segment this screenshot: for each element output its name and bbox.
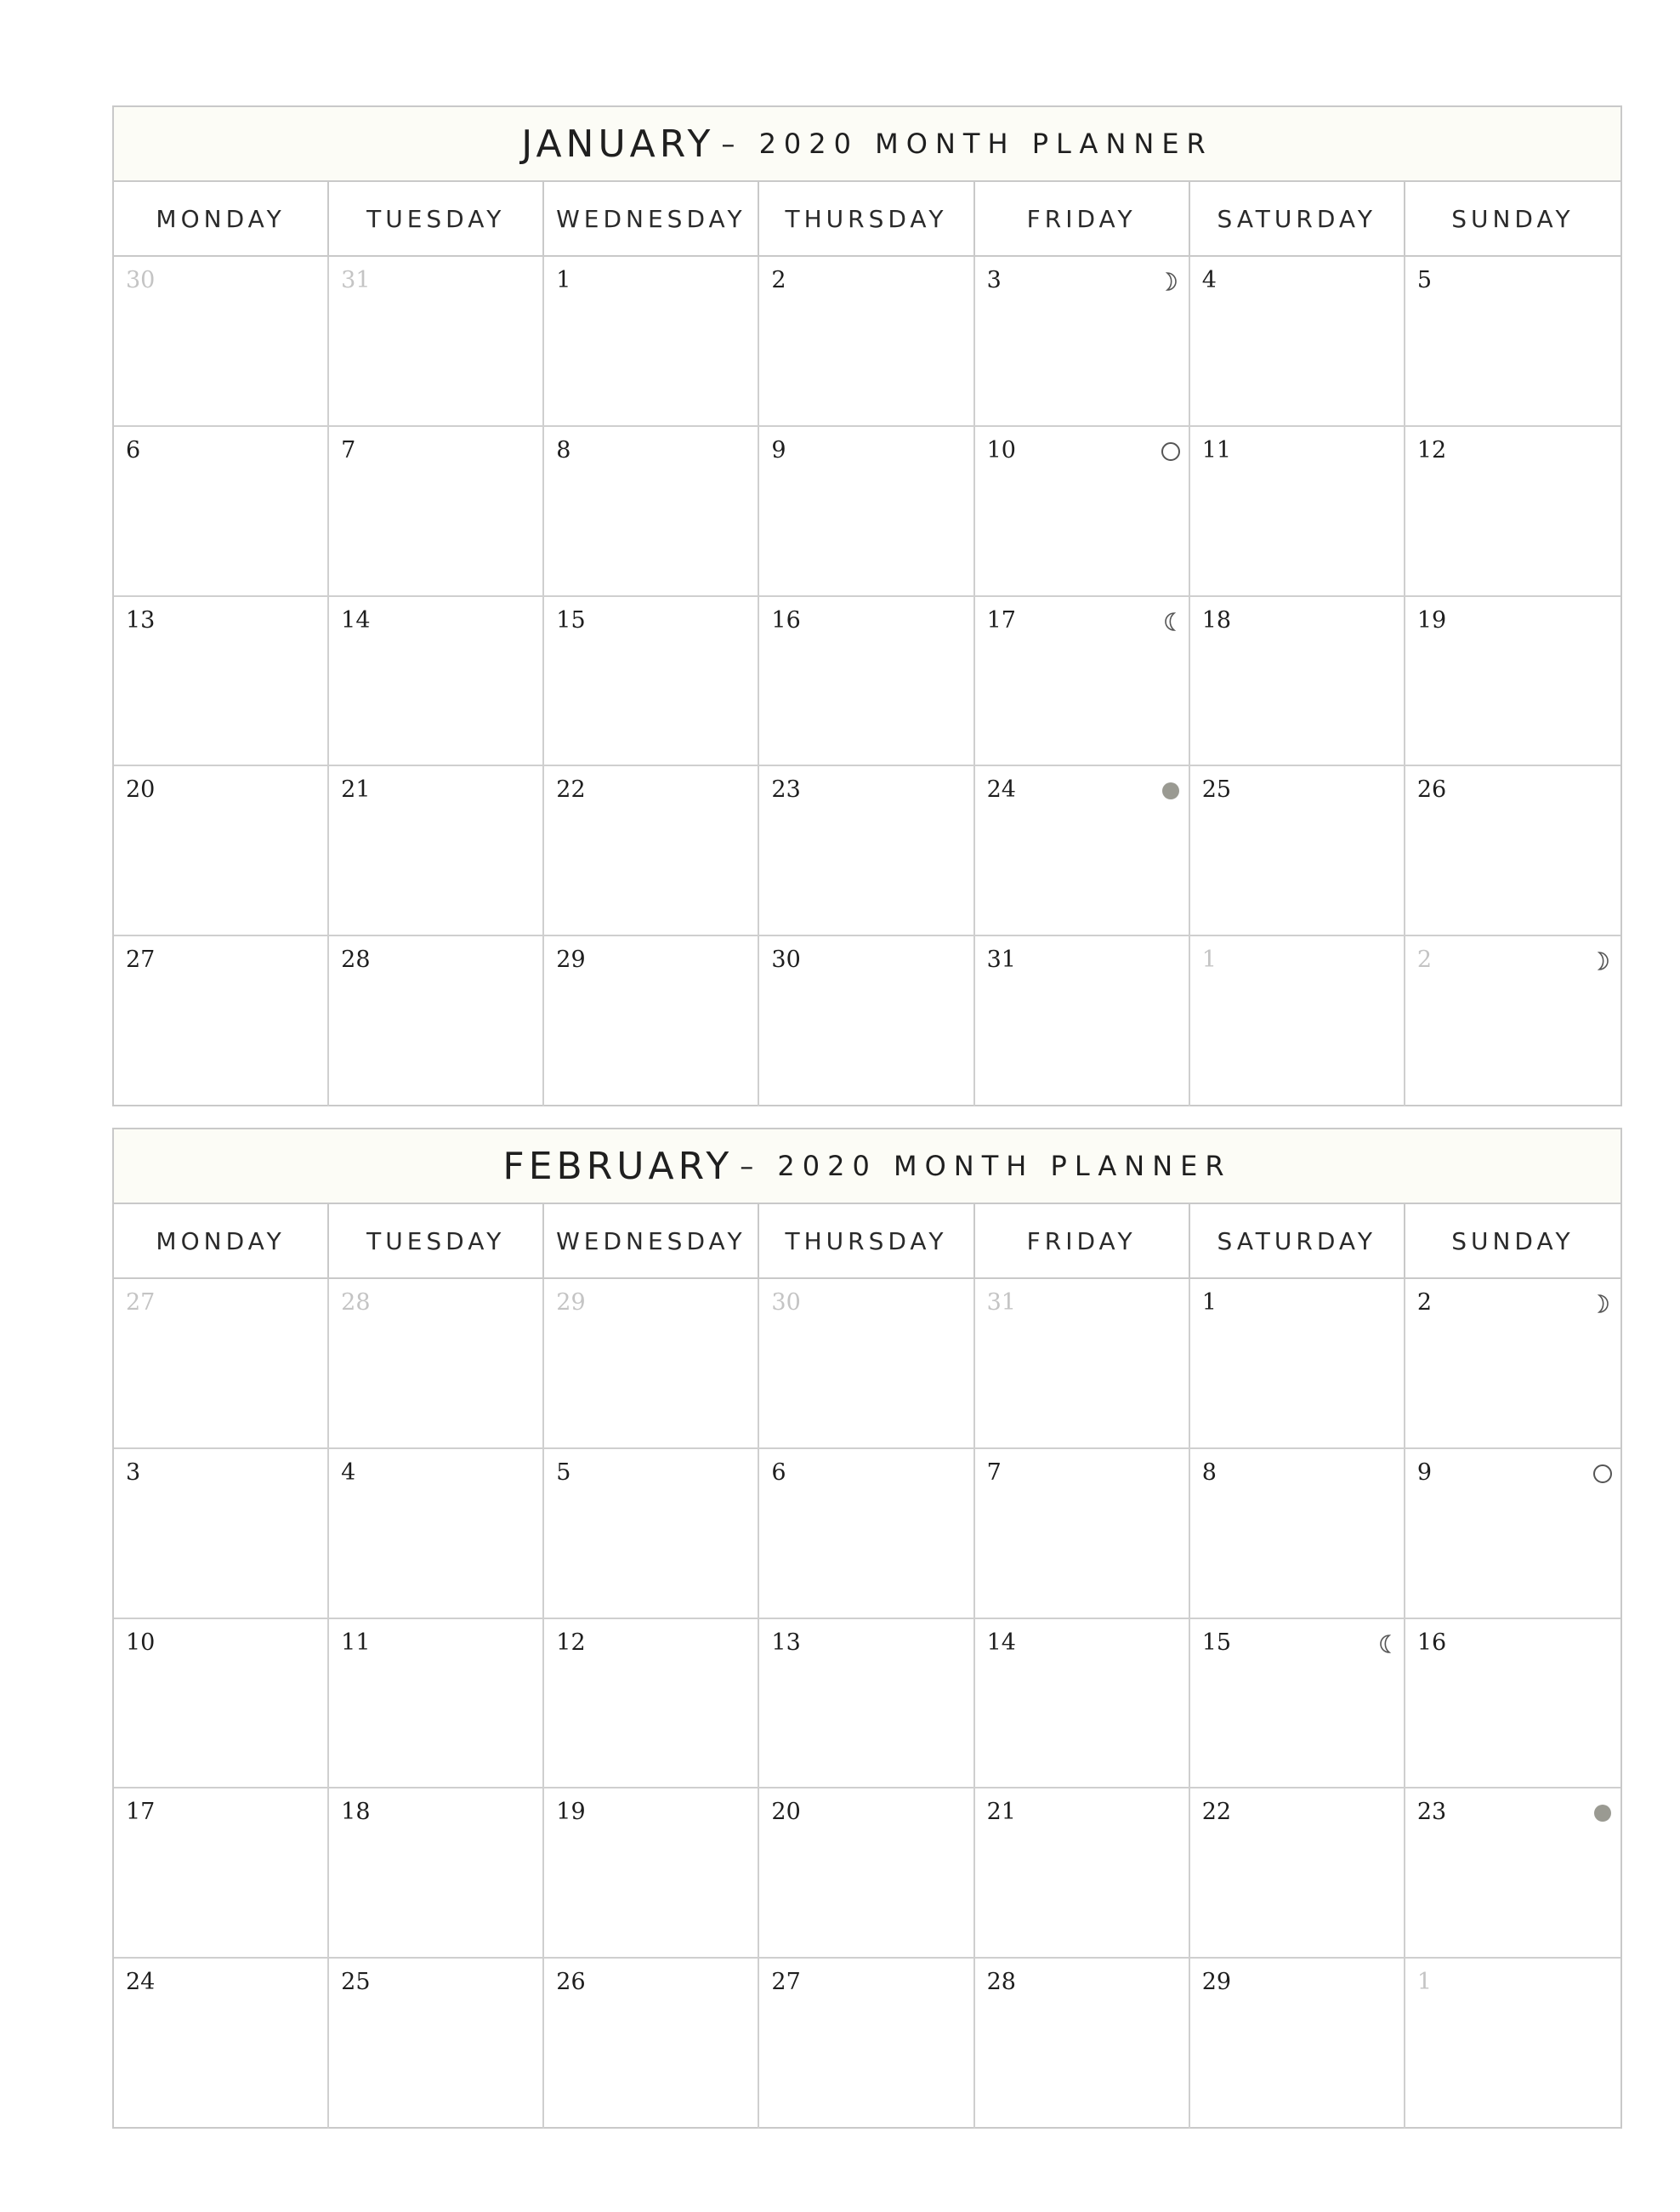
month-title (114, 107, 1620, 182)
day-cell[interactable] (329, 597, 544, 767)
new-moon-icon (1160, 780, 1182, 802)
day-number: 23 (1416, 1799, 1447, 1826)
day-number: 28 (341, 1289, 371, 1316)
day-cell[interactable] (1190, 257, 1405, 427)
day-cell[interactable] (329, 936, 544, 1106)
day-cell[interactable] (759, 766, 974, 936)
day-number: 7 (341, 436, 356, 463)
day-cell[interactable] (759, 427, 974, 597)
first-quarter-moon-icon (1160, 270, 1182, 293)
day-cell[interactable] (759, 1619, 974, 1789)
last-quarter-moon-icon (1160, 611, 1182, 633)
day-cell[interactable] (1190, 1788, 1405, 1959)
day-number: 28 (341, 947, 371, 974)
day-number: 18 (341, 1799, 371, 1826)
day-cell[interactable] (114, 1959, 329, 2129)
month-name: JANUARY (521, 122, 715, 166)
first-quarter-moon-icon (1592, 1293, 1614, 1315)
weekday-sunday: SUNDAY (1451, 1226, 1575, 1255)
day-cell[interactable] (759, 1449, 974, 1619)
weekday-friday: FRIDAY (975, 182, 1190, 255)
day-number: 30 (126, 267, 156, 293)
day-cell[interactable] (759, 597, 974, 767)
day-number: 19 (1416, 606, 1447, 634)
day-number: 7 (986, 1459, 1002, 1486)
day-cell[interactable] (1405, 427, 1620, 597)
day-number: 8 (1201, 1459, 1217, 1486)
weekday-header (114, 182, 1620, 257)
day-cell[interactable] (114, 1788, 329, 1959)
day-cell[interactable] (759, 936, 974, 1106)
day-cell[interactable] (544, 766, 759, 936)
day-number: 25 (341, 1969, 371, 1996)
day-number: 24 (986, 776, 1016, 804)
weekday-tuesday: TUESDAY (329, 1204, 544, 1277)
day-cell[interactable] (975, 766, 1190, 936)
day-cell[interactable] (1190, 936, 1405, 1106)
day-cell[interactable] (1405, 1788, 1620, 1959)
day-number: 2 (771, 267, 786, 293)
day-cell[interactable] (1190, 1449, 1405, 1619)
planner-subtitle: – 2020 MONTH PLANNER (721, 128, 1213, 160)
weekday-wednesday: WEDNESDAY (544, 1204, 759, 1277)
day-number: 17 (126, 1799, 156, 1826)
january-calendar (112, 105, 1622, 1106)
day-cell[interactable] (759, 1959, 974, 2129)
weekday-thursday: THURSDAY (759, 1204, 974, 1277)
day-cell[interactable] (114, 766, 329, 936)
day-cell[interactable] (114, 427, 329, 597)
day-number: 11 (1201, 436, 1232, 463)
day-number: 30 (771, 947, 801, 974)
day-number: 10 (986, 436, 1016, 463)
day-number: 19 (556, 1799, 586, 1826)
weekday-sunday: SUNDAY (1451, 204, 1575, 233)
day-cell[interactable] (544, 1959, 759, 2129)
day-number: 20 (126, 776, 156, 804)
day-cell[interactable] (329, 1449, 544, 1619)
day-cell[interactable] (544, 1279, 759, 1449)
day-cell[interactable] (1405, 1279, 1620, 1449)
weekday-thursday: THURSDAY (759, 182, 974, 255)
day-number: 8 (556, 436, 571, 463)
day-number: 23 (771, 776, 801, 804)
weekday-header (114, 1204, 1620, 1279)
day-number: 27 (771, 1969, 801, 1996)
day-cell[interactable] (114, 257, 329, 427)
day-cell[interactable] (1190, 766, 1405, 936)
day-number: 25 (1201, 776, 1232, 804)
day-cell[interactable] (329, 1788, 544, 1959)
day-cell[interactable] (1405, 257, 1620, 427)
day-number: 16 (1416, 1629, 1447, 1656)
weekday-tuesday: TUESDAY (329, 182, 544, 255)
day-number: 12 (556, 1629, 586, 1656)
day-cell[interactable] (544, 1619, 759, 1789)
day-cell[interactable] (759, 1279, 974, 1449)
day-cell[interactable] (975, 1619, 1190, 1789)
day-cell[interactable] (329, 1619, 544, 1789)
day-number: 1 (1416, 1969, 1433, 1996)
day-number: 27 (126, 947, 156, 974)
day-cell[interactable] (759, 1788, 974, 1959)
day-number: 9 (1416, 1459, 1433, 1486)
day-number: 1 (556, 267, 571, 293)
day-cell[interactable] (975, 257, 1190, 427)
day-number: 10 (126, 1629, 156, 1656)
day-cell[interactable] (975, 936, 1190, 1106)
day-cell[interactable] (114, 1449, 329, 1619)
planner-subtitle: – 2020 MONTH PLANNER (740, 1150, 1232, 1182)
month-name: FEBRUARY (502, 1144, 734, 1188)
full-moon-icon (1160, 441, 1182, 463)
day-cell[interactable] (544, 1449, 759, 1619)
day-cell[interactable] (1190, 1619, 1405, 1789)
day-number: 29 (1201, 1969, 1232, 1996)
day-cell[interactable] (329, 1959, 544, 2129)
day-cell[interactable] (544, 427, 759, 597)
day-number: 20 (771, 1799, 801, 1826)
month-title (114, 1129, 1620, 1204)
weekday-saturday: SATURDAY (1190, 1204, 1405, 1277)
day-cell[interactable] (1190, 427, 1405, 597)
day-number: 31 (986, 947, 1016, 974)
day-number: 2 (1416, 947, 1433, 974)
day-cell[interactable] (1190, 597, 1405, 767)
day-number: 4 (1201, 267, 1217, 293)
day-cell[interactable] (1190, 1959, 1405, 2129)
day-cell[interactable] (975, 597, 1190, 767)
february-calendar (112, 1128, 1622, 2129)
first-quarter-moon-icon (1592, 950, 1614, 972)
day-cell[interactable] (1405, 766, 1620, 936)
last-quarter-moon-icon (1375, 1633, 1397, 1655)
day-cell[interactable] (1405, 1449, 1620, 1619)
day-number: 16 (771, 606, 801, 634)
day-cell[interactable] (975, 1279, 1190, 1449)
day-number: 9 (771, 436, 786, 463)
day-number: 6 (771, 1459, 786, 1486)
day-cell[interactable] (975, 1959, 1190, 2129)
day-number: 6 (126, 436, 141, 463)
day-cell[interactable] (544, 597, 759, 767)
new-moon-icon (1592, 1802, 1614, 1824)
day-number: 29 (556, 1289, 586, 1316)
day-cell[interactable] (975, 1449, 1190, 1619)
day-number: 24 (126, 1969, 156, 1996)
day-number: 29 (556, 947, 586, 974)
weekday-friday: FRIDAY (975, 1204, 1190, 1277)
day-cell[interactable] (329, 766, 544, 936)
day-number: 12 (1416, 436, 1447, 463)
day-cell[interactable] (1405, 597, 1620, 767)
day-number: 4 (341, 1459, 356, 1486)
day-cell[interactable] (114, 936, 329, 1106)
day-number: 22 (556, 776, 586, 804)
day-number: 30 (771, 1289, 801, 1316)
day-cell[interactable] (114, 1279, 329, 1449)
day-cell[interactable] (329, 427, 544, 597)
day-cell[interactable] (1405, 1619, 1620, 1789)
day-cell[interactable] (329, 257, 544, 427)
day-grid (114, 257, 1620, 1106)
day-number: 26 (1416, 776, 1447, 804)
day-number: 21 (341, 776, 371, 804)
day-number: 13 (126, 606, 156, 634)
day-number: 5 (1416, 267, 1433, 293)
day-number: 11 (341, 1629, 371, 1656)
day-number: 31 (341, 267, 371, 293)
weekday-saturday: SATURDAY (1190, 182, 1405, 255)
day-cell[interactable] (1190, 1279, 1405, 1449)
full-moon-icon (1592, 1463, 1614, 1485)
day-number: 14 (986, 1629, 1016, 1656)
day-number: 5 (556, 1459, 571, 1486)
day-cell[interactable] (975, 1788, 1190, 1959)
day-number: 3 (126, 1459, 141, 1486)
day-cell[interactable] (544, 1788, 759, 1959)
day-cell[interactable] (544, 936, 759, 1106)
day-number: 3 (986, 267, 1002, 293)
day-cell[interactable] (1405, 936, 1620, 1106)
day-number: 17 (986, 606, 1016, 634)
weekday-monday: MONDAY (114, 1204, 329, 1277)
day-number: 14 (341, 606, 371, 634)
day-number: 22 (1201, 1799, 1232, 1826)
day-cell[interactable] (329, 1279, 544, 1449)
day-number: 15 (1201, 1629, 1232, 1656)
day-number: 2 (1416, 1289, 1433, 1316)
day-number: 27 (126, 1289, 156, 1316)
day-number: 28 (986, 1969, 1016, 1996)
weekday-monday: MONDAY (114, 182, 329, 255)
weekday-wednesday: WEDNESDAY (544, 182, 759, 255)
day-number: 1 (1201, 1289, 1217, 1316)
day-number: 15 (556, 606, 586, 634)
day-number: 26 (556, 1969, 586, 1996)
day-cell[interactable] (544, 257, 759, 427)
day-number: 18 (1201, 606, 1232, 634)
day-cell[interactable] (114, 597, 329, 767)
day-number: 21 (986, 1799, 1016, 1826)
day-cell[interactable] (975, 427, 1190, 597)
day-number: 31 (986, 1289, 1016, 1316)
day-number: 1 (1201, 947, 1217, 974)
day-grid (114, 1279, 1620, 2129)
day-number: 13 (771, 1629, 801, 1656)
day-cell[interactable] (1405, 1959, 1620, 2129)
day-cell[interactable] (114, 1619, 329, 1789)
day-cell[interactable] (759, 257, 974, 427)
